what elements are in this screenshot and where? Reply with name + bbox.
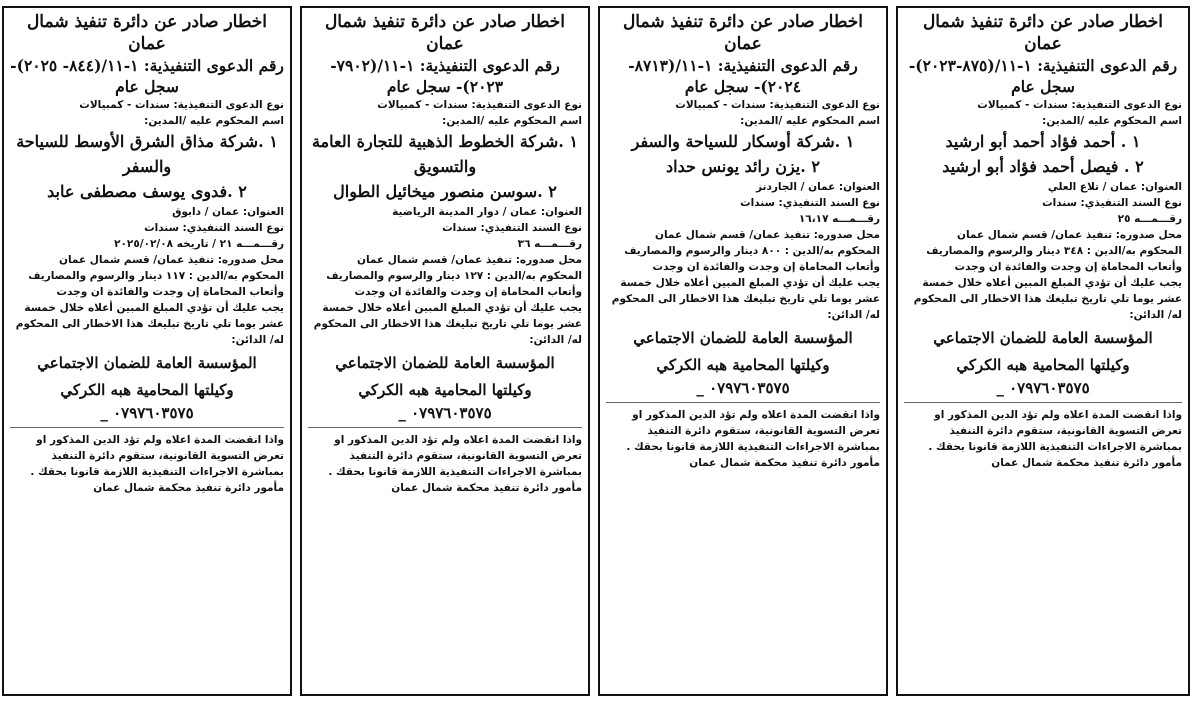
phone-number: ٠٧٩٧٦٠٣٥٧٥ _ [100,404,194,422]
debtor-name: ٢ . فيصل أحمد فؤاد أبو ارشيد [942,157,1144,176]
doc-number: رقـــمـــه ٢٥ [1117,213,1182,225]
debtor-label: اسم المحكوم عليه /المدين: [1042,115,1182,127]
creditor-name: المؤسسة العامة للضمان الاجتماعي [933,329,1153,347]
footer-text: واذا انقضت المدة اعلاه ولم تؤد الدين المذكور او تعرض التسوية القانونية، ستقوم دائرة التنفيذ بمباشرة الاجراءات التنفيذية اللازمة قانونا بحقك . [30,434,284,478]
amount: المحكوم به/الدين : ٣٤٨ دينار والرسوم والمصاريف وأتعاب المحاماة إن وجدت والفائدة ان وجدت [926,245,1182,273]
notice-title: اخطار صادر عن دائرة تنفيذ شمال عمان [622,12,864,54]
debtor-name: ٢ .فدوى يوسف مصطفى عابد [47,182,247,201]
phone-number: ٠٧٩٧٦٠٣٥٧٥ _ [996,379,1090,397]
address: العنوان: عمان / تلاع العلي [1047,181,1182,193]
debtor-name: ١ .شركة الخطوط الذهبية للتجارة العامة والتسويق [311,132,579,176]
notice-title: اخطار صادر عن دائرة تنفيذ شمال عمان [26,12,268,54]
creditor-label: له/ الدائن: [1129,309,1182,321]
footer-text: واذا انقضت المدة اعلاه ولم تؤد الدين المذكور او تعرض التسوية القانونية، ستقوم دائرة التنفيذ بمباشرة الاجراءات التنفيذية اللازمة قانونا بحقك . [928,409,1182,453]
notice-column-3 [300,6,590,696]
issue-place: محل صدوره: تنفيذ عمان/ قسم شمال عمان [357,254,582,266]
amount: المحكوم به/الدين : ١٢٧ دينار والرسوم والمصاريف وأتعاب المحاماة إن وجدت والفائدة ان وجدت [326,270,582,298]
signature: مأمور دائرة تنفيذ محكمة شمال عمان [689,457,880,469]
instruction: يجب عليك أن تؤدي المبلغ المبين أعلاه خلال خمسة عشر يوما تلي تاريخ تبليغك هذا الاخطار الى المحكوم [611,277,880,305]
debtor-name: ١ .شركة مذاق الشرق الأوسط للسياحة والسفر [16,132,278,176]
case-number: رقم الدعوى التنفيذية: ١-١١/(٨٧٥-٢٠٢٣)- سجل عام [908,56,1178,96]
creditor-label: له/ الدائن: [231,334,284,346]
notice-title: اخطار صادر عن دائرة تنفيذ شمال عمان [324,12,566,54]
doc-type: نوع السند التنفيذي: سندات [740,197,880,209]
address: العنوان: عمان / دابوق [172,206,284,218]
phone-number: ٠٧٩٧٦٠٣٥٧٥ _ [696,379,790,397]
debtor-name: ٢ .سوسن منصور ميخائيل الطوال [333,182,557,201]
amount: المحكوم به/الدين : ٨٠٠ دينار والرسوم والمصاريف وأتعاب المحاماة إن وجدت والفائدة ان وجدت [624,245,880,273]
divider [904,402,1182,403]
issue-place: محل صدوره: تنفيذ عمان/ قسم شمال عمان [957,229,1182,241]
instruction: يجب عليك أن تؤدي المبلغ المبين أعلاه خلال خمسة عشر يوما تلي تاريخ تبليغك هذا الاخطار الى المحكوم [15,302,284,330]
phone-number: ٠٧٩٧٦٠٣٥٧٥ _ [398,404,492,422]
doc-type: نوع السند التنفيذي: سندات [144,222,284,234]
notice-column-4 [2,6,292,696]
case-type: نوع الدعوى التنفيذية: سندات - كمبيالات [79,99,284,111]
creditor-name: المؤسسة العامة للضمان الاجتماعي [37,354,257,372]
notice-title: اخطار صادر عن دائرة تنفيذ شمال عمان [922,12,1164,54]
case-number: رقم الدعوى التنفيذية: ١-١١/(٨٧١٣- ٢٠٢٤)- سجل عام [628,56,858,96]
doc-number: رقـــمـــه ٢١ / تاريخه ٢٠٢٥/٠٢/٠٨ [114,238,284,250]
doc-type: نوع السند التنفيذي: سندات [1042,197,1182,209]
debtor-label: اسم المحكوم عليه /المدين: [740,115,880,127]
signature: مأمور دائرة تنفيذ محكمة شمال عمان [93,482,284,494]
divider [606,402,880,403]
agent-name: وكيلتها المحامية هبه الكركي [60,381,234,399]
creditor-label: له/ الدائن: [827,309,880,321]
doc-number: رقـــمـــه ٣٦ [517,238,582,250]
debtor-name: ٢ .يزن رائد يونس حداد [666,157,820,176]
doc-type: نوع السند التنفيذي: سندات [442,222,582,234]
debtor-name: ١ .شركة أوسكار للسياحة والسفر [631,132,855,151]
instruction: يجب عليك أن تؤدي المبلغ المبين أعلاه خلال خمسة عشر يوما تلي تاريخ تبليغك هذا الاخطار الى المحكوم [313,302,582,330]
footer-text: واذا انقضت المدة اعلاه ولم تؤد الدين المذكور او تعرض التسوية القانونية، ستقوم دائرة التنفيذ بمباشرة الاجراءات التنفيذية اللازمة قانونا بحقك . [328,434,582,478]
signature: مأمور دائرة تنفيذ محكمة شمال عمان [991,457,1182,469]
case-type: نوع الدعوى التنفيذية: سندات - كمبيالات [977,99,1182,111]
case-type: نوع الدعوى التنفيذية: سندات - كمبيالات [675,99,880,111]
footer-text: واذا انقضت المدة اعلاه ولم تؤد الدين المذكور او تعرض التسوية القانونية، ستقوم دائرة التنفيذ بمباشرة الاجراءات التنفيذية اللازمة قانونا بحقك . [626,409,880,453]
debtor-label: اسم المحكوم عليه /المدين: [144,115,284,127]
signature: مأمور دائرة تنفيذ محكمة شمال عمان [391,482,582,494]
issue-place: محل صدوره: تنفيذ عمان/ قسم شمال عمان [655,229,880,241]
instruction: يجب عليك أن تؤدي المبلغ المبين أعلاه خلال خمسة عشر يوما تلي تاريخ تبليغك هذا الاخطار الى المحكوم [913,277,1182,305]
case-type: نوع الدعوى التنفيذية: سندات - كمبيالات [377,99,582,111]
notice-column-1 [896,6,1190,696]
debtor-name: ١ . أحمد فؤاد أحمد أبو ارشيد [945,132,1141,151]
address: العنوان: عمان / دوار المدينة الرياضية [392,206,582,218]
agent-name: وكيلتها المحامية هبه الكركي [956,356,1130,374]
doc-number: رقـــمـــه ١٦،١٧ [798,213,880,225]
case-number: رقم الدعوى التنفيذية: ١-١١/(٧٩٠٢- ٢٠٢٣)- سجل عام [330,56,560,96]
notice-column-2 [598,6,888,696]
creditor-name: المؤسسة العامة للضمان الاجتماعي [633,329,853,347]
address: العنوان: عمان / الجاردنز [756,181,880,193]
case-number: رقم الدعوى التنفيذية: ١-١١/(٨٤٤- ٢٠٢٥)- سجل عام [10,56,284,96]
agent-name: وكيلتها المحامية هبه الكركي [358,381,532,399]
agent-name: وكيلتها المحامية هبه الكركي [656,356,830,374]
divider [308,427,582,428]
issue-place: محل صدوره: تنفيذ عمان/ قسم شمال عمان [59,254,284,266]
creditor-label: له/ الدائن: [529,334,582,346]
debtor-label: اسم المحكوم عليه /المدين: [442,115,582,127]
creditor-name: المؤسسة العامة للضمان الاجتماعي [335,354,555,372]
amount: المحكوم به/الدين : ١١٧ دينار والرسوم والمصاريف وأتعاب المحاماة إن وجدت والفائدة ان وجدت [28,270,284,298]
divider [10,427,284,428]
